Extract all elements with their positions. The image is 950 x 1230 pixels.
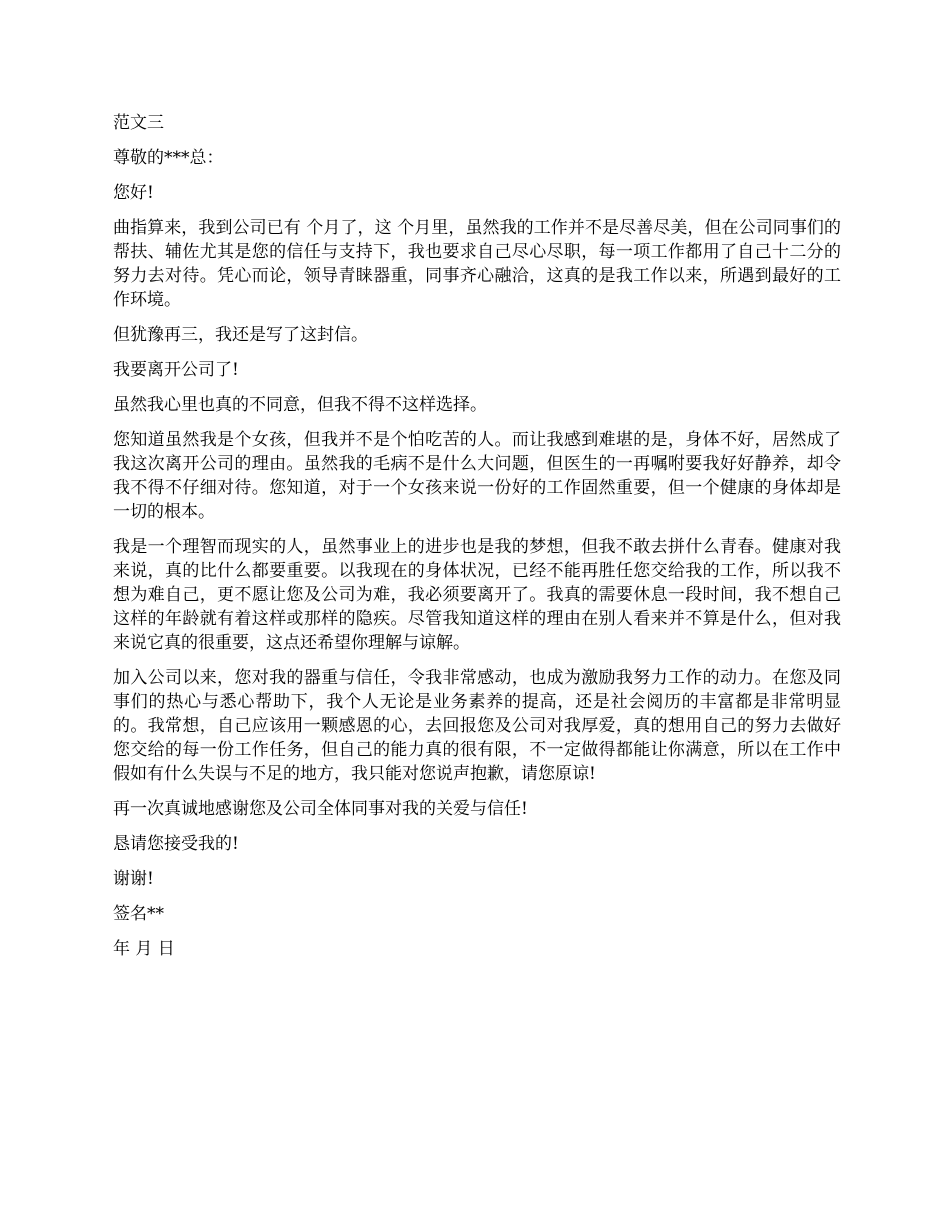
body-paragraph: 我要离开公司了! xyxy=(113,360,239,380)
body-paragraph: 加入公司以来，您对我的器重与信任，令我非常感动，也成为激励我努力工作的动力。在您及同事们的热心与悉心帮助下，我个人无论是业务素养的提高，还是社会阅历的丰富都是非常明显的。我常想，自己应该用一颗感恩的心，去回报您及公司对我厚爱，真的想用自己的努力去做好您交给的每一份工作任务，但自己的能力真的很有限，不一定做得都能让你满意，所以在工作中假如有什么失误与不足的地方，我只能对您说声抱歉，请您原谅! xyxy=(113,668,841,784)
letter-greeting: 您好! xyxy=(113,183,154,203)
letter-heading: 范文三 xyxy=(113,113,164,133)
letter-page xyxy=(113,111,841,972)
letter-signature: 签名** xyxy=(113,904,164,924)
body-paragraph: 谢谢! xyxy=(113,869,154,889)
body-paragraph: 曲指算来，我到公司已有 个月了，这 个月里，虽然我的工作并不是尽善尽美，但在公司同事们的帮扶、辅佐尤其是您的信任与支持下，我也要求自己尽心尽职，每一项工作都用了自己十二分的努力去对待。凭心而论，领导青睐器重，同事齐心融洽，这真的是我工作以来，所遇到最好的工作环境。 xyxy=(113,218,841,310)
body-paragraph: 恳请您接受我的! xyxy=(113,834,239,854)
body-paragraph: 我是一个理智而现实的人，虽然事业上的进步也是我的梦想，但我不敢去拼什么青春。健康对我来说，真的比什么都要重要。以我现在的身体状况，已经不能再胜任您交给我的工作，所以我不想为难自己，更不愿让您及公司为难，我必须要离开了。我真的需要休息一段时间，我不想自己这样的年龄就有着这样或那样的隐疾。尽管我知道这样的理由在别人看来并不算是什么，但对我来说它真的很重要，这点还希望你理解与谅解。 xyxy=(113,537,841,653)
body-paragraph: 但犹豫再三，我还是写了这封信。 xyxy=(113,325,368,345)
body-paragraph: 虽然我心里也真的不同意，但我不得不这样选择。 xyxy=(113,395,487,415)
body-paragraph: 您知道虽然我是个女孩，但我并不是个怕吃苦的人。而让我感到难堪的是，身体不好，居然成了我这次离开公司的理由。虽然我的毛病不是什么大问题，但医生的一再嘱咐要我好好静养，却令我不得不仔细对待。您知道，对于一个女孩来说一份好的工作固然重要，但一个健康的身体却是一切的根本。 xyxy=(113,430,841,522)
letter-date: 年 月 日 xyxy=(113,939,175,959)
letter-salutation: 尊敬的***总： xyxy=(113,148,224,168)
body-paragraph: 再一次真诚地感谢您及公司全体同事对我的关爱与信任! xyxy=(113,799,528,819)
